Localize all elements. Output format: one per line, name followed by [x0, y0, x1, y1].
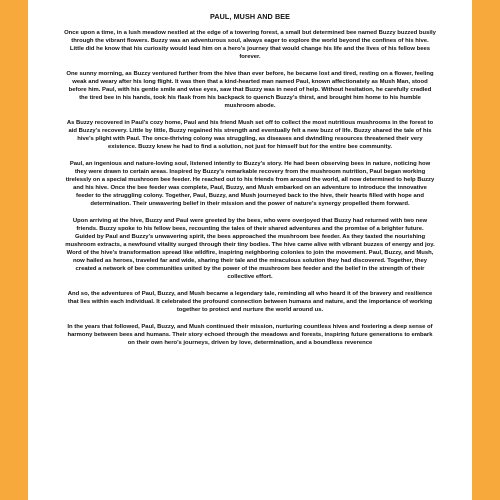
story-page [28, 0, 472, 500]
story-title: PAUL, MUSH AND BEE [209, 12, 291, 21]
story-paragraph-1: Once upon a time, in a lush meadow nestled at the edge of a towering forest, a small but determined bee named Buzzy buzzed busily through the vibrant flowers. Buzzy was an adventurous soul, always eager to explore the world beyond the confines of his hive. Little did he know that his curiosity would lead him on a hero's journey that would change his life and the lives of his fellow bees forever. [64, 30, 436, 61]
story-paragraph-4: Paul, an ingenious and nature-loving soul, listened intently to Buzzy's story. He had been observing bees in nature, noticing how they were drawn to certain areas. Inspired by Buzzy's remarkable recovery from the mushroom nutrition, Paul began working tirelessly on a special mushroom bee feeder. He reached out to his friends from around the world, all now determined to help Buzzy and his hive. Once the bee feeder was complete, Paul, Buzzy, and Mush embarked on an adventure to introduce the innovative feeder to the struggling colony. Together, Paul, Buzzy, and Mush journeyed back to the hive, their hearts filled with hope and determination. Their unwavering belief in their mission and the power of nature's synergy propelled them forward. [65, 160, 435, 208]
story-paragraph-7: Word of the hive's transformation spread like wildfire, inspiring neighboring colonies to join the movement. Paul, Buzzy, and Mush, now hailed as heroes, traveled far and wide, sharing their tale and the miraculous solution they had discovered. Together, they created a network of bee communities united by the power of the mushroom bee feeder and the belief in the strength of their collective effort. [66, 250, 434, 281]
story-paragraph-3: As Buzzy recovered in Paul's cozy home, Paul and his friend Mush set off to collect the most nutritious mushrooms in the forest to aid Buzzy's recovery. Little by little, Buzzy regained his strength and eventually felt a new buzz of life. Buzzy shared the tale of his hive's plight with Paul. The once-thriving colony was struggling, as diseases and dwindling resources threatened their very existence. Buzzy knew he had to find a solution, not just for himself but for the entire bee community. [66, 119, 434, 151]
story-paragraph-8: And so, the adventures of Paul, Buzzy, and Mush became a legendary tale, reminding all who heard it of the bravery and resilience that lies within each individual. It celebrated the profound connection between humans and nature, and the importance of working together to protect and nurture the world around us. [67, 291, 433, 314]
story-paragraph-6: Guided by Paul and Buzzy's unwavering spirit, the bees approached the mushroom bee feeder. As they tasted the nourishing mushroom extracts, a newfound vitality surged through their tiny bodies. The hive came alive with vibrant buzzes of energy and joy. [65, 233, 435, 249]
story-paragraph-2: One sunny morning, as Buzzy ventured further from the hive than ever before, he became lost and tired, resting on a flower, feeling weak and weary after his long flight. It was then that a kind-hearted man named Paul, known affectionately as Mush Man, stood before him. Paul, with his gentle smile and wise eyes, saw that Buzzy was in need of help. Without hesitation, he carefully cradled the tired bee in his hands, took his flask from his backpack to quench Buzzy's thirst, and brought him home to his humble mushroom abode. [66, 70, 434, 110]
story-paragraph-9: In the years that followed, Paul, Buzzy, and Mush continued their mission, nurturing countless hives and fostering a deep sense of harmony between bees and humans. Their story echoed through the meadows and forests, inspiring future generations to embark on their own hero's journeys, driven by love, determination, and a boundless reverence [67, 323, 433, 346]
story-paragraph-5: Upon arriving at the hive, Buzzy and Paul were greeted by the bees, who were overjoyed that Buzzy had returned with two new friends. Buzzy spoke to his fellow bees, recounting the tales of their shared adventures and the promise of a brighter future. [72, 217, 428, 232]
